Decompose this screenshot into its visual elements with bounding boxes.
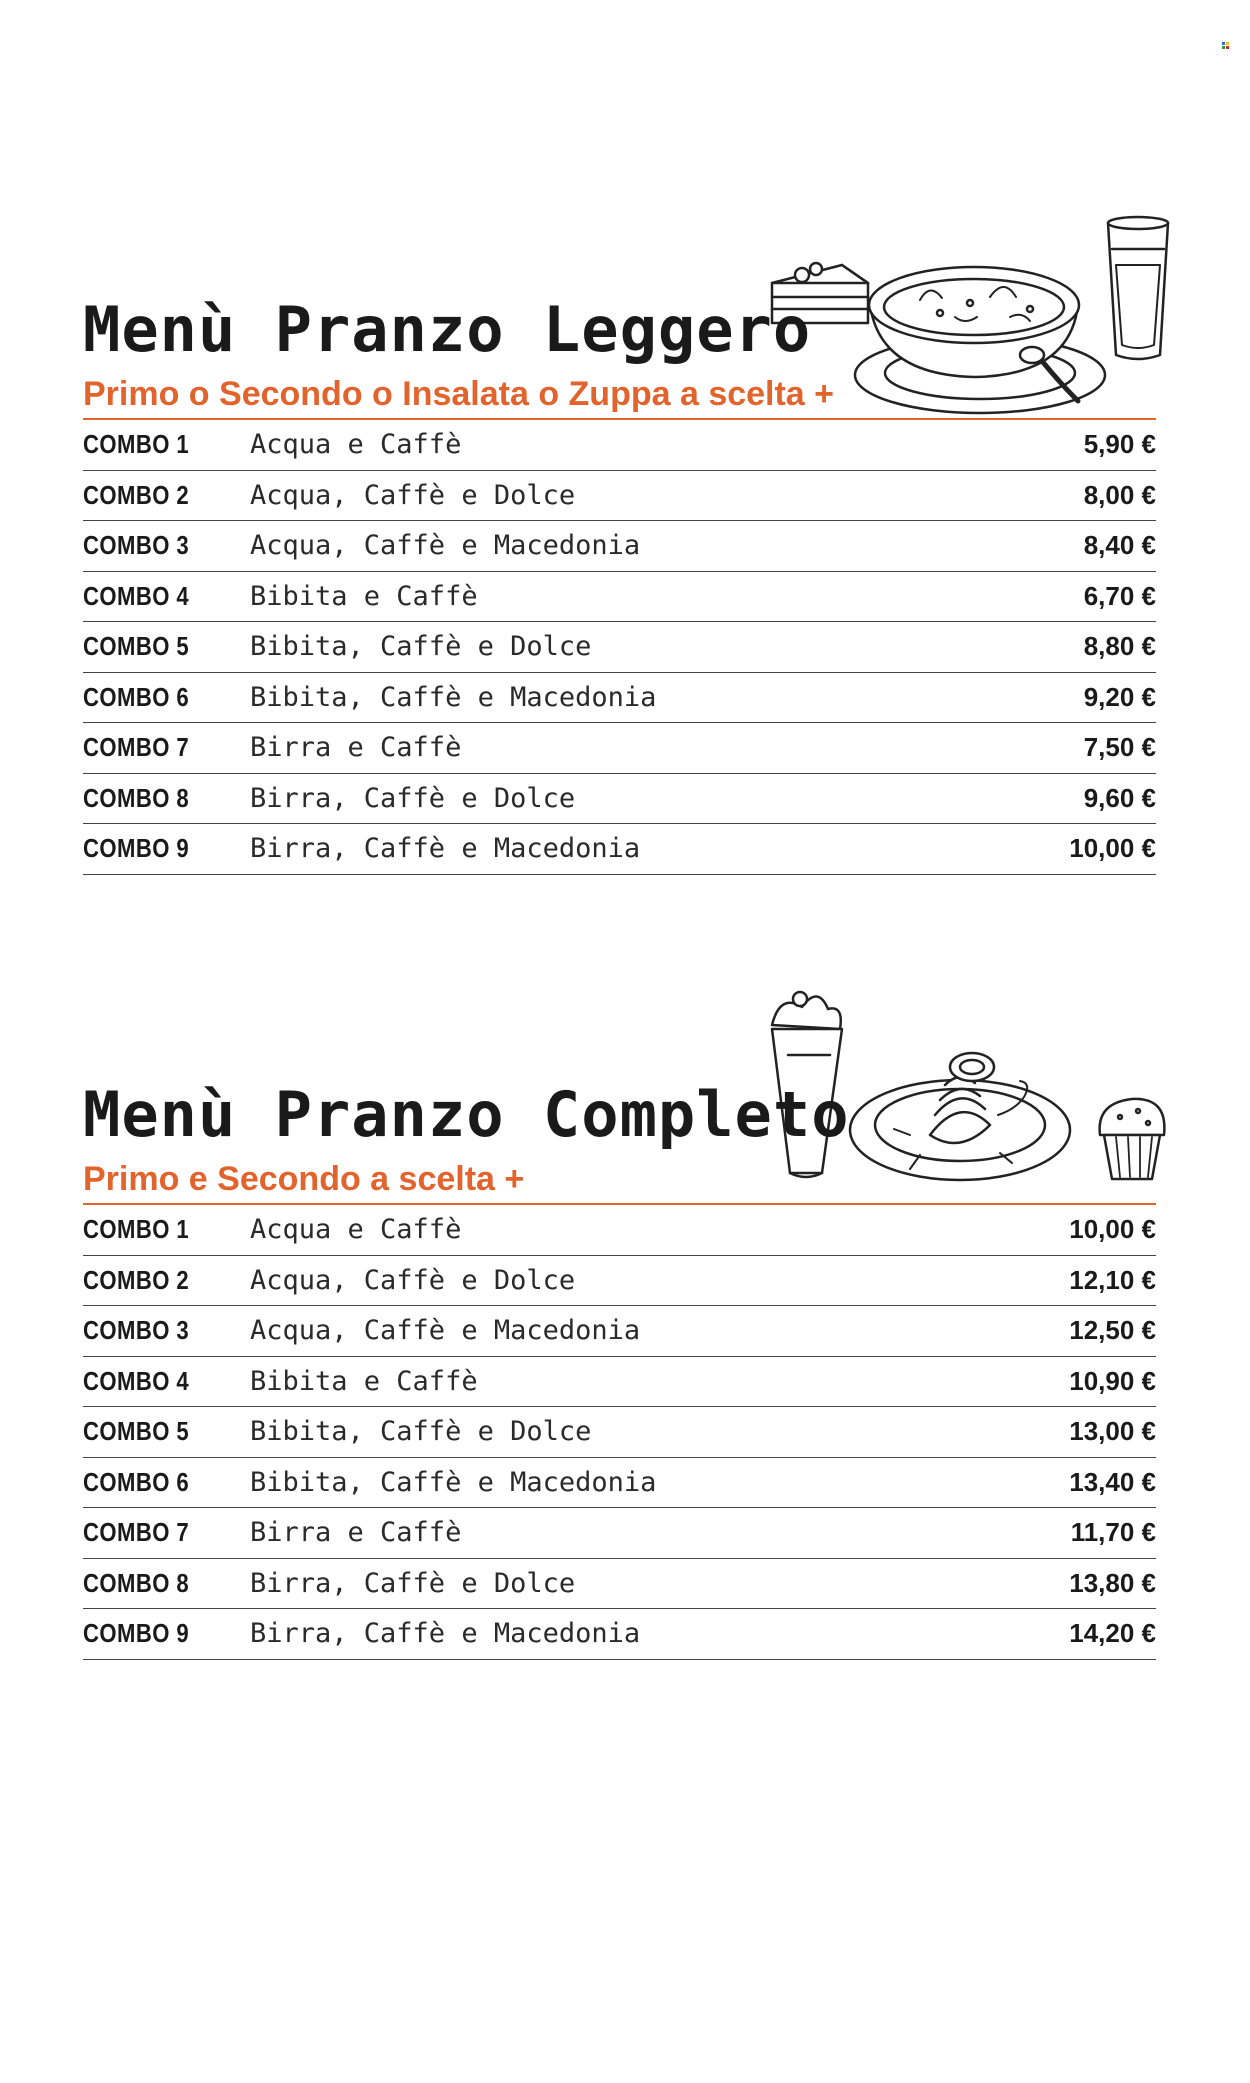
combo-row	[83, 1407, 1156, 1458]
combo-description: Birra, Caffè e Dolce	[250, 1567, 576, 1599]
combo-label: COMBO 6	[83, 681, 190, 712]
menu-section-completo	[83, 1075, 1156, 1660]
combo-row	[83, 1609, 1156, 1660]
combo-description: Bibita, Caffè e Dolce	[250, 1416, 592, 1448]
combo-price: 9,20 €	[1083, 681, 1156, 712]
section-title: Menù Pranzo Completo	[83, 1078, 850, 1151]
combo-row	[83, 824, 1156, 875]
combo-row	[83, 622, 1156, 673]
combo-description: Bibita, Caffè e Macedonia	[250, 681, 657, 713]
combo-price: 5,90 €	[1083, 429, 1156, 460]
combo-label: COMBO 9	[83, 1618, 190, 1649]
combo-label: COMBO 2	[83, 479, 190, 510]
combo-row	[83, 1357, 1156, 1408]
combo-row	[83, 1458, 1156, 1509]
combo-label: COMBO 1	[83, 429, 190, 460]
combo-price: 9,60 €	[1083, 782, 1156, 813]
combo-price: 7,50 €	[1083, 732, 1156, 763]
combo-price: 8,80 €	[1083, 631, 1156, 662]
combo-label: COMBO 7	[83, 1517, 190, 1548]
combo-description: Bibita e Caffè	[250, 1365, 478, 1397]
combo-description: Birra, Caffè e Macedonia	[250, 1618, 641, 1650]
combo-description: Acqua, Caffè e Macedonia	[250, 530, 641, 562]
combo-label: COMBO 1	[83, 1214, 190, 1245]
combo-row	[83, 1559, 1156, 1610]
combo-row	[83, 1256, 1156, 1307]
combo-list	[83, 1205, 1156, 1660]
combo-price: 10,00 €	[1069, 833, 1156, 864]
combo-label: COMBO 7	[83, 732, 190, 763]
combo-price: 13,40 €	[1069, 1466, 1156, 1497]
combo-row	[83, 521, 1156, 572]
combo-price: 8,40 €	[1083, 530, 1156, 561]
combo-price: 12,50 €	[1069, 1315, 1156, 1346]
combo-label: COMBO 5	[83, 631, 190, 662]
combo-description: Birra e Caffè	[250, 732, 462, 764]
combo-label: COMBO 5	[83, 1416, 190, 1447]
combo-description: Acqua, Caffè e Dolce	[250, 1264, 576, 1296]
combo-description: Bibita, Caffè e Macedonia	[250, 1466, 657, 1498]
combo-row	[83, 673, 1156, 724]
corner-color-mark-icon	[1222, 42, 1230, 50]
combo-row	[83, 1508, 1156, 1559]
section-subtitle: Primo e Secondo a scelta +	[83, 1155, 1156, 1205]
combo-description: Birra e Caffè	[250, 1517, 462, 1549]
section-title: Menù Pranzo Leggero	[83, 293, 812, 366]
combo-price: 12,10 €	[1069, 1264, 1156, 1295]
combo-description: Birra, Caffè e Dolce	[250, 782, 576, 814]
combo-price: 13,80 €	[1069, 1567, 1156, 1598]
combo-price: 6,70 €	[1083, 580, 1156, 611]
combo-label: COMBO 4	[83, 1365, 190, 1396]
combo-row	[83, 572, 1156, 623]
combo-description: Acqua e Caffè	[250, 429, 462, 461]
combo-row	[83, 1306, 1156, 1357]
combo-row	[83, 1205, 1156, 1256]
combo-row	[83, 774, 1156, 825]
combo-description: Acqua, Caffè e Macedonia	[250, 1315, 641, 1347]
combo-description: Bibita e Caffè	[250, 580, 478, 612]
combo-description: Acqua, Caffè e Dolce	[250, 479, 576, 511]
combo-row	[83, 723, 1156, 774]
combo-price: 14,20 €	[1069, 1618, 1156, 1649]
menu-section-leggero	[83, 290, 1156, 875]
combo-price: 10,00 €	[1069, 1214, 1156, 1245]
combo-description: Birra, Caffè e Macedonia	[250, 833, 641, 865]
combo-label: COMBO 9	[83, 833, 190, 864]
combo-label: COMBO 8	[83, 1567, 190, 1598]
combo-label: COMBO 6	[83, 1466, 190, 1497]
section-subtitle: Primo o Secondo o Insalata o Zuppa a scelta +	[83, 370, 1156, 420]
combo-label: COMBO 2	[83, 1264, 190, 1295]
combo-price: 11,70 €	[1070, 1517, 1156, 1548]
combo-row	[83, 420, 1156, 471]
combo-description: Bibita, Caffè e Dolce	[250, 631, 592, 663]
combo-description: Acqua e Caffè	[250, 1214, 462, 1246]
combo-price: 8,00 €	[1083, 479, 1156, 510]
combo-list	[83, 420, 1156, 875]
combo-row	[83, 471, 1156, 522]
combo-label: COMBO 3	[83, 530, 190, 561]
combo-price: 10,90 €	[1069, 1365, 1156, 1396]
combo-price: 13,00 €	[1069, 1416, 1156, 1447]
combo-label: COMBO 3	[83, 1315, 190, 1346]
combo-label: COMBO 4	[83, 580, 190, 611]
combo-label: COMBO 8	[83, 782, 190, 813]
